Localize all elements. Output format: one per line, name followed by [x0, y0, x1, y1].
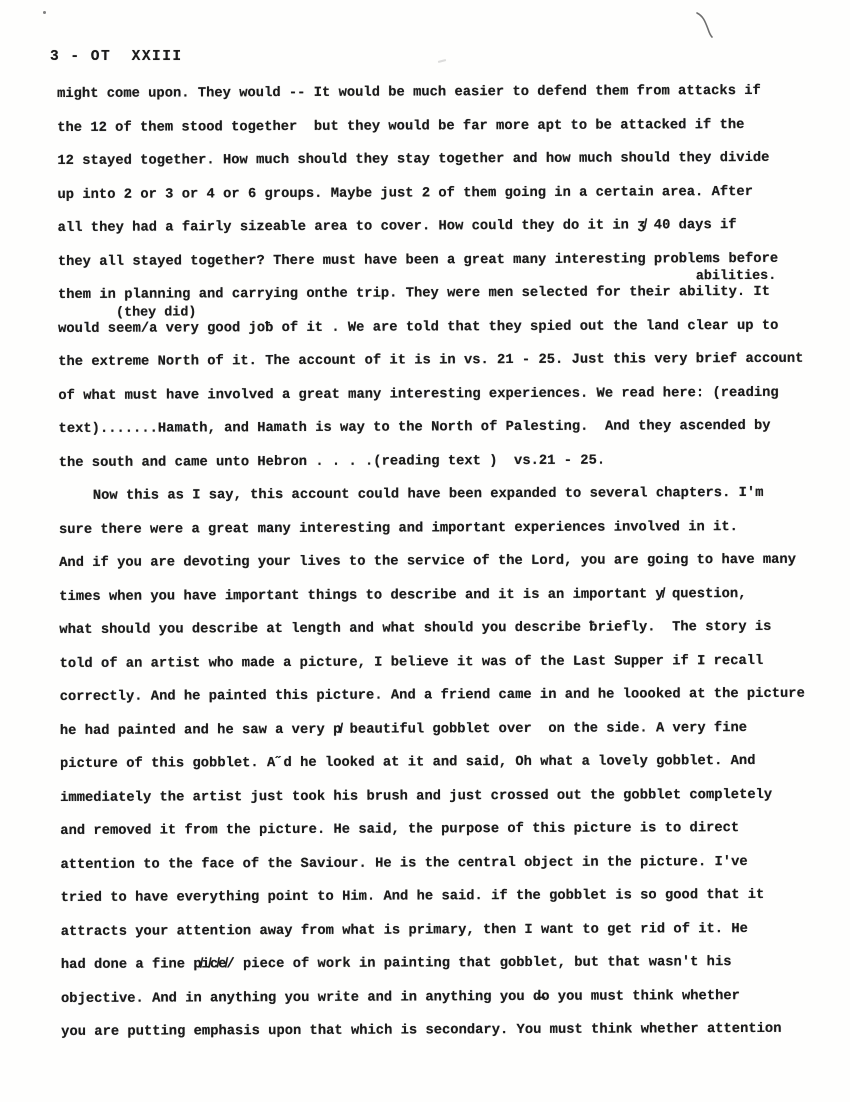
faint-dash	[438, 59, 446, 63]
text-line: tried to have everything point to Him. And he said. if the gobblet is so good that it	[60, 887, 765, 906]
text-line: attention to the face of the Saviour. He is the central object in the picture. I've	[60, 854, 748, 873]
text-line: what should you describe at length and what should you describe ƀriefly. The story is	[59, 619, 772, 638]
text-line: he had painted and he saw a very p̸ beautiful gobblet over on the side. A very fine	[59, 720, 748, 739]
text-line: would seem/a very good joƀ of it . We are told that they spied out the land clear up to	[58, 318, 779, 337]
text-line: correctly. And he painted this picture. And a friend came in and he loooked at the picture	[59, 686, 805, 705]
text-line: text).......Hamath, and Hamath is way to the North of Palesting. And they ascended by	[58, 418, 771, 437]
text-line: sure there were a great many interesting and important experiences involved in it.	[58, 519, 738, 538]
text-line: the 12 of them stood together but they would be far more apt to be attacked if the	[57, 117, 745, 136]
text-line: immediately the artist just took his brush and just crossed out the gobblet completely	[60, 787, 773, 806]
text-line: times when you have important things to describe and it is an important y̸ question,	[59, 586, 747, 605]
text-line: they all stayed together? There must have been a great many interesting problems before	[57, 251, 779, 270]
text-line: had done a fine p̸i̸c̸e̸/ piece of work in painting that gobblet, but that wasn't his	[60, 955, 732, 973]
page-header-label: 3 - OT XXIII	[50, 49, 183, 65]
text-line: of what must have involved a great many interesting experiences. We read here: (reading	[58, 385, 779, 404]
interlinear-insert: abilities.	[695, 268, 777, 285]
text-line: attracts your attention away from what is primary, then I want to get rid of it. He	[60, 921, 748, 940]
document-body	[57, 75, 840, 1050]
text-line: you are putting emphasis upon that which is secondary. You must think whether attention	[61, 1021, 782, 1040]
text-line: up into 2 or 3 or 4 or 6 groups. Maybe just 2 of them going in a certain area. After	[57, 184, 754, 203]
text-line: the south and came unto Hebron . . . .(reading text ) vs.21 - 25.	[58, 453, 606, 471]
stray-dot	[43, 11, 46, 14]
text-line: all they had a fairly sizeable area to cover. How could they do it in ʒ̸ 40 days if	[57, 218, 737, 236]
text-line: picture of this gobblet. A˝d he looked at it and said, Oh what a lovely gobblet. And	[59, 753, 756, 772]
text-line: them in planning and carrying onthe trip. They were men selected for their ability. It	[57, 284, 771, 303]
text-line: and removed it from the picture. He said, the purpose of this picture is to direct	[60, 821, 740, 839]
interlinear-insert: (they did)	[115, 304, 197, 321]
text-line: Now this as I say, this account could have been expanded to several chapters. I'm	[92, 485, 764, 504]
pen-squiggle-mark-icon	[694, 11, 718, 39]
text-line: objective. And in anything you write and in anything you d̶o you must think whether	[60, 988, 740, 1007]
text-line: might come upon. They would -- It would be much easier to defend them from attacks if	[57, 83, 761, 102]
text-line: told of an artist who made a picture, I believe it was of the Last Supper if I recall	[59, 653, 764, 672]
text-line: the extreme North of it. The account of it is in vs. 21 - 25. Just this very brief account	[58, 351, 804, 370]
text-line: 12 stayed together. How much should they stay together and how much should they divide	[57, 150, 770, 169]
text-line: And if you are devoting your lives to the service of the Lord, you are going to have many	[59, 552, 797, 571]
